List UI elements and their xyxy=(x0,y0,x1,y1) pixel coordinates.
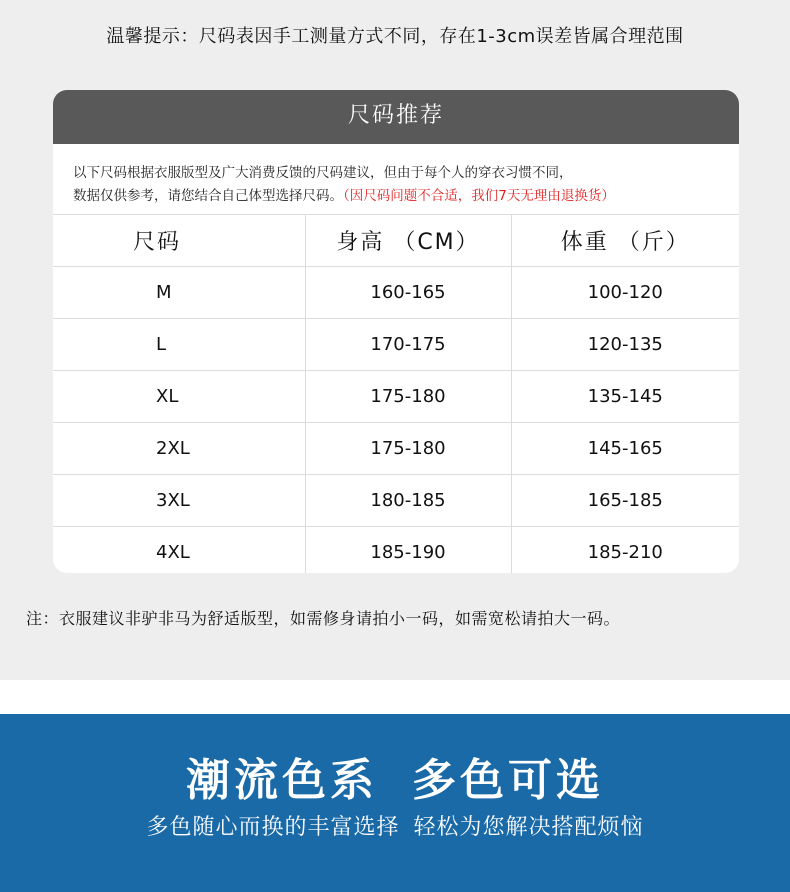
card-description xyxy=(53,144,739,214)
table-header-row xyxy=(53,215,739,267)
weight-cell: 100-120 xyxy=(511,267,739,319)
card-title: 尺码推荐 xyxy=(53,90,739,144)
table-row xyxy=(53,371,739,423)
table-row xyxy=(53,423,739,475)
height-cell: 175-180 xyxy=(305,371,511,423)
size-cell: 4XL xyxy=(53,527,305,574)
fit-note: 注：衣服建议非驴非马为舒适版型，如需修身请拍小一码，如需宽松请拍大一码。 xyxy=(26,609,621,628)
table-row xyxy=(53,267,739,319)
size-cell: XL xyxy=(53,371,305,423)
size-cell: 2XL xyxy=(53,423,305,475)
header-height: 身高 （CM） xyxy=(305,215,511,267)
size-table xyxy=(53,214,739,573)
size-recommendation-card xyxy=(53,90,739,573)
weight-cell: 185-210 xyxy=(511,527,739,574)
description-text: 数据仅供参考，请您结合自己体型选择尺码。 xyxy=(73,188,343,204)
return-policy-warning: （因尺码问题不合适，我们7天无理由退换货） xyxy=(343,188,615,204)
description-line-2 xyxy=(73,185,739,208)
weight-cell: 120-135 xyxy=(511,319,739,371)
size-cell: M xyxy=(53,267,305,319)
header-weight: 体重 （斤） xyxy=(511,215,739,267)
description-line-1: 以下尺码根据衣服版型及广大消费反馈的尺码建议，但由于每个人的穿衣习惯不同， xyxy=(73,165,573,181)
banner-title-part-2: 多色可选 xyxy=(412,755,604,806)
banner-subtitle-part-2: 轻松为您解决搭配烦恼 xyxy=(413,815,644,840)
banner-subtitle-part-1: 多色随心而换的丰富选择 xyxy=(146,815,400,840)
measurement-tip: 温馨提示：尺码表因手工测量方式不同，存在1-3cm误差皆属合理范围 xyxy=(106,26,684,47)
height-cell: 185-190 xyxy=(305,527,511,574)
banner-title-part-1: 潮流色系 xyxy=(186,755,378,806)
section-divider xyxy=(0,680,790,714)
height-cell: 160-165 xyxy=(305,267,511,319)
size-cell: 3XL xyxy=(53,475,305,527)
table-row xyxy=(53,319,739,371)
height-cell: 180-185 xyxy=(305,475,511,527)
banner-subtitle xyxy=(0,810,790,841)
height-cell: 170-175 xyxy=(305,319,511,371)
table-row xyxy=(53,475,739,527)
height-cell: 175-180 xyxy=(305,423,511,475)
color-banner xyxy=(0,714,790,892)
banner-title xyxy=(0,744,790,808)
weight-cell: 135-145 xyxy=(511,371,739,423)
weight-cell: 145-165 xyxy=(511,423,739,475)
table-row xyxy=(53,527,739,574)
weight-cell: 165-185 xyxy=(511,475,739,527)
header-size: 尺码 xyxy=(53,215,305,267)
size-cell: L xyxy=(53,319,305,371)
